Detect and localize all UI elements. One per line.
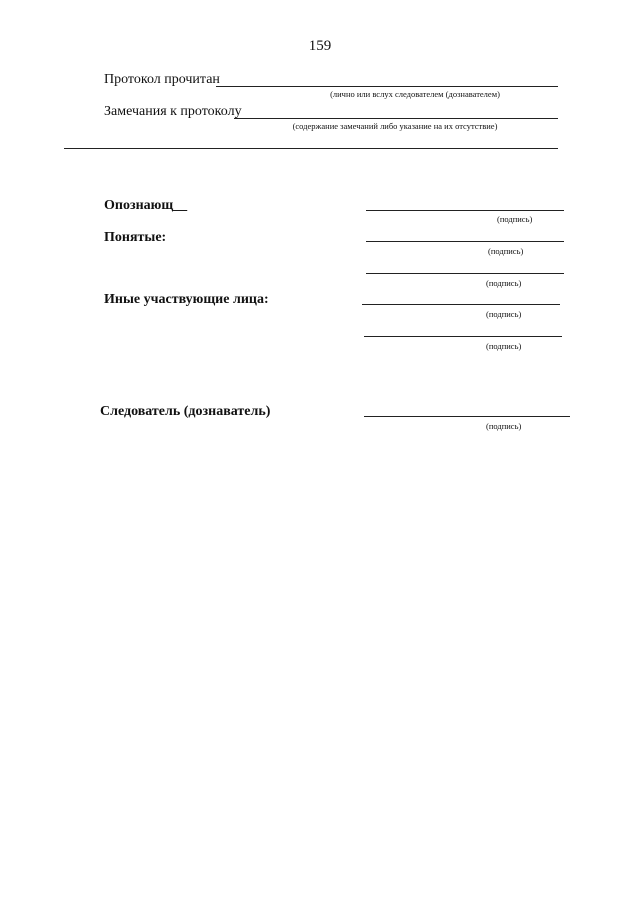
- remarks-line: [234, 118, 558, 119]
- remarks-hint: (содержание замечаний либо указание на их отсутствие): [292, 121, 498, 131]
- witnesses-label: Понятые:: [104, 230, 167, 245]
- identifier-signature-hint: (подпись): [497, 214, 533, 224]
- investigator-signature-line: [364, 416, 570, 417]
- witness-1-signature-line: [366, 241, 564, 242]
- witness-2-signature-hint: (подпись): [486, 278, 522, 288]
- other-2-signature-hint: (подпись): [486, 341, 522, 351]
- protocol-read-line: [216, 86, 558, 87]
- protocol-read-hint: (лично или вслух следователем (дознавателем): [330, 89, 500, 99]
- investigator-label: Следователь (дознаватель): [100, 404, 271, 419]
- other-1-signature-hint: (подпись): [486, 309, 522, 319]
- witness-1-signature-hint: (подпись): [488, 246, 524, 256]
- remarks-continuation-line: [64, 148, 558, 149]
- other-1-signature-line: [362, 304, 560, 305]
- witness-2-signature-line: [366, 273, 564, 274]
- others-label: Иные участвующие лица:: [104, 292, 269, 307]
- protocol-read-label: Протокол прочитан: [104, 72, 220, 87]
- identifier-label: Опознающ__: [104, 198, 188, 213]
- other-2-signature-line: [364, 336, 562, 337]
- identifier-signature-line: [366, 210, 564, 211]
- page-number: 159: [308, 38, 332, 54]
- investigator-signature-hint: (подпись): [486, 421, 522, 431]
- remarks-label: Замечания к протоколу: [104, 104, 242, 119]
